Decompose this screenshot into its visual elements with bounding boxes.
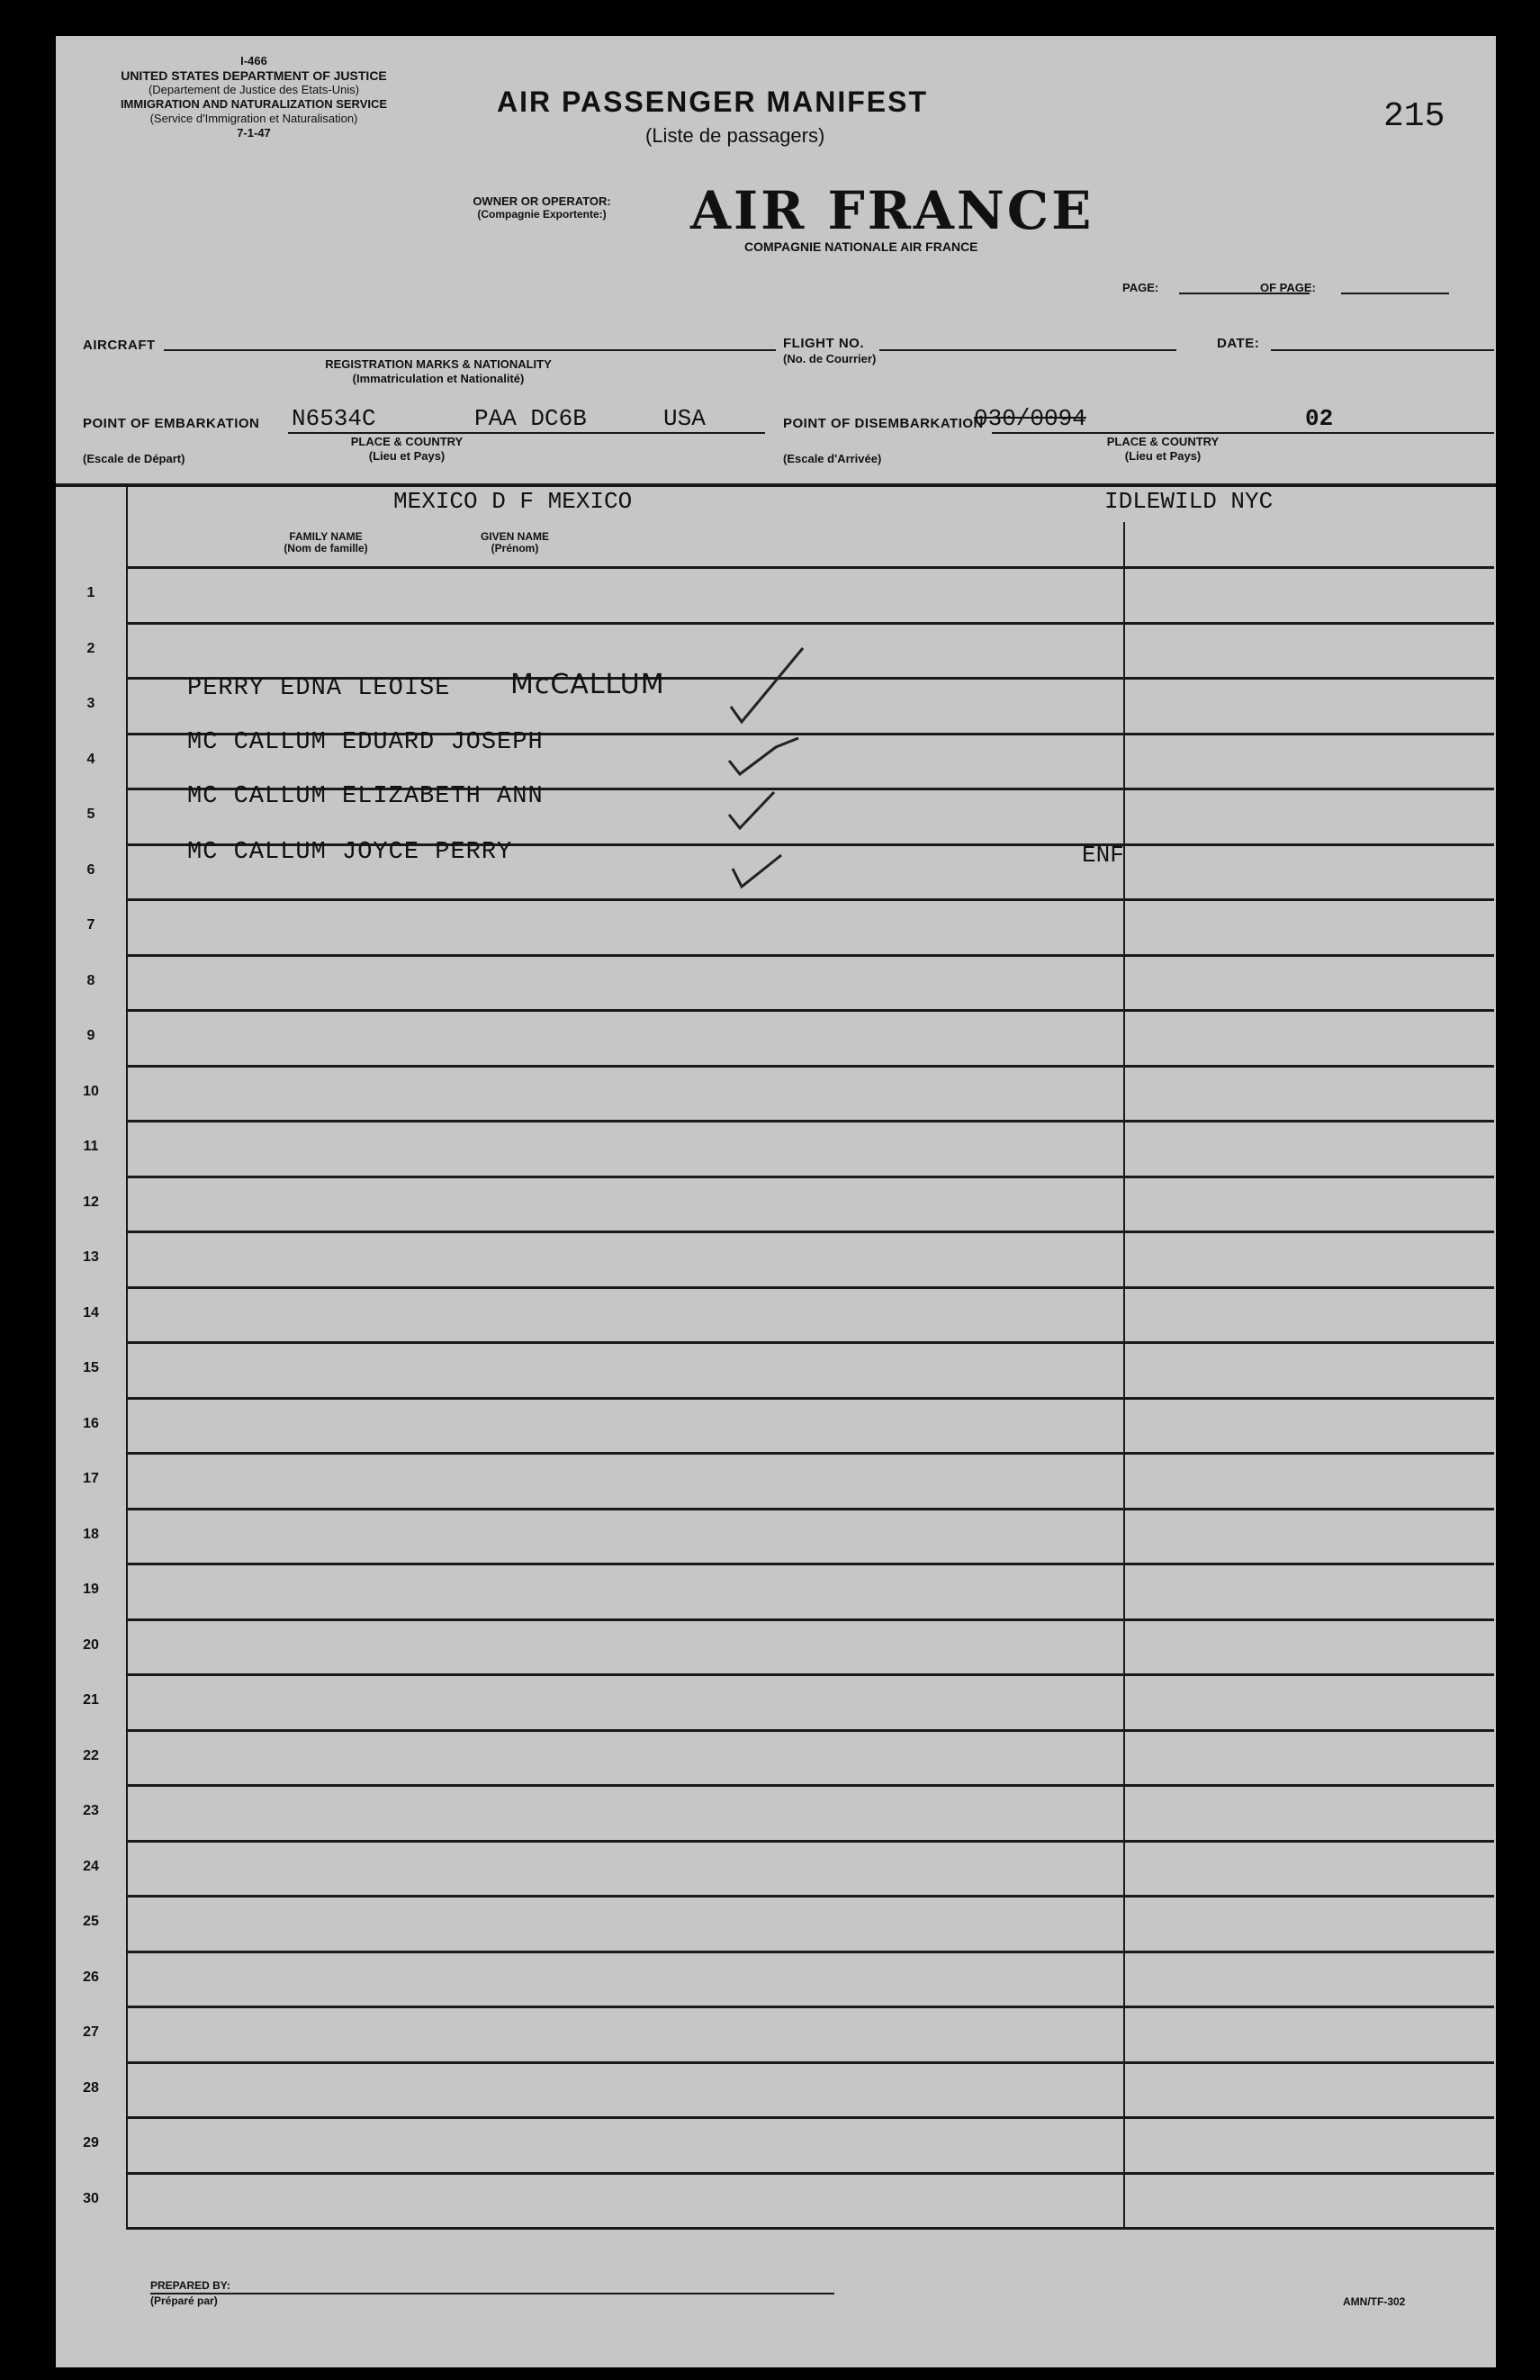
owner-label: OWNER OR OPERATOR: xyxy=(473,194,611,208)
passenger-name: MC CALLUM ELIZABETH ANN xyxy=(187,783,544,810)
flight-label-fr: (No. de Courrier) xyxy=(783,352,877,365)
row-number: 8 xyxy=(86,972,95,988)
row-number: 23 xyxy=(83,1803,99,1818)
prepared-line xyxy=(150,2293,834,2294)
owner-label-block xyxy=(434,194,650,221)
row-separator xyxy=(126,1673,1494,1676)
embark-place-block xyxy=(272,435,542,464)
form-code: AMN/TF-302 xyxy=(1343,2295,1406,2308)
passenger-name: PERRY EDNA LEOISE xyxy=(187,675,451,702)
check-mark-icon xyxy=(729,792,774,828)
row-separator xyxy=(126,1065,1494,1068)
embark-label-fr: (Escale de Départ) xyxy=(83,452,185,465)
row-number: 2 xyxy=(86,640,95,656)
department-block xyxy=(65,54,443,140)
row-number: 7 xyxy=(86,917,95,933)
manifest-title: AIR PASSENGER MANIFEST xyxy=(497,86,928,118)
flight-date: 02 xyxy=(1305,405,1334,432)
row-number: 18 xyxy=(83,1526,99,1542)
registration-label-fr: (Immatriculation et Nationalité) xyxy=(352,372,525,385)
row-separator xyxy=(126,1563,1494,1565)
page-number: 215 xyxy=(1383,97,1445,136)
family-name-header xyxy=(245,531,407,554)
row-number: 17 xyxy=(83,1471,99,1486)
disembark-place-block xyxy=(1046,435,1280,464)
registration-label: REGISTRATION MARKS & NATIONALITY xyxy=(325,357,552,371)
row-number: 11 xyxy=(83,1139,99,1154)
aircraft-type: PAA DC6B xyxy=(474,405,587,432)
row-number: 13 xyxy=(83,1249,99,1265)
row-separator xyxy=(126,1341,1494,1344)
row-separator xyxy=(126,1397,1494,1400)
disembark-line xyxy=(992,432,1494,434)
row-number: 9 xyxy=(86,1028,95,1043)
embark-line xyxy=(288,432,765,434)
flight-number: 030/0094 xyxy=(974,405,1086,432)
destination-divider xyxy=(1123,522,1125,2228)
embark-place-country-fr: (Lieu et Pays) xyxy=(368,449,446,463)
registration-label-block xyxy=(236,357,641,386)
row-separator xyxy=(126,2172,1494,2175)
aircraft-line xyxy=(164,349,776,351)
airline-name: AIR FRANCE xyxy=(690,180,1094,241)
row-separator xyxy=(126,1231,1494,1233)
row-separator xyxy=(126,1784,1494,1787)
row-number: 15 xyxy=(83,1360,99,1375)
row-number: 5 xyxy=(86,807,95,822)
date-label: DATE: xyxy=(1217,336,1260,351)
row-number: 1 xyxy=(86,585,95,600)
row-separator xyxy=(126,1618,1494,1621)
check-mark-icon xyxy=(733,855,781,887)
row-number: 3 xyxy=(86,696,95,711)
form-date: 7-1-47 xyxy=(237,126,271,140)
given-name-header xyxy=(452,531,578,554)
check-mark-icon xyxy=(731,648,803,722)
disembark-place-country-fr: (Lieu et Pays) xyxy=(1124,449,1202,463)
family-name-label: FAMILY NAME xyxy=(289,530,363,543)
of-page-label: OF PAGE: xyxy=(1260,281,1316,294)
dept-line-3: IMMIGRATION AND NATURALIZATION SERVICE xyxy=(120,97,388,111)
passenger-name: MC CALLUM EDUARD JOSEPH xyxy=(187,729,544,756)
row-separator xyxy=(126,1508,1494,1510)
date-line xyxy=(1271,349,1494,351)
row-number: 26 xyxy=(83,1969,99,1985)
airline-subtitle: COMPAGNIE NATIONALE AIR FRANCE xyxy=(744,239,978,254)
row-separator xyxy=(126,2227,1494,2230)
row-number: 14 xyxy=(83,1304,99,1321)
embark-place: MEXICO D F MEXICO xyxy=(393,488,633,515)
row-number: 16 xyxy=(83,1415,99,1431)
form-number: I-466 xyxy=(240,54,267,68)
row-separator xyxy=(126,2006,1494,2008)
of-page-line xyxy=(1341,293,1449,294)
row-number: 20 xyxy=(83,1636,99,1653)
flight-line xyxy=(879,349,1176,351)
manifest-subtitle: (Liste de passagers) xyxy=(645,124,825,147)
row-number-divider xyxy=(126,486,128,2228)
row-number: 27 xyxy=(83,2024,99,2040)
prepared-label: PREPARED BY: xyxy=(150,2279,230,2292)
page-label: PAGE: xyxy=(1122,281,1159,294)
disembark-label: POINT OF DISEMBARKATION xyxy=(783,416,984,431)
row-number: 21 xyxy=(83,1692,99,1708)
row-separator xyxy=(126,1895,1494,1898)
aircraft-label: AIRCRAFT xyxy=(83,338,156,353)
row-number: 25 xyxy=(83,1914,99,1929)
row-number: 30 xyxy=(83,2190,99,2206)
dept-line-4: (Service d'Immigration et Naturalisation) xyxy=(149,112,358,125)
disembark-label-fr: (Escale d'Arrivée) xyxy=(783,452,882,465)
owner-label-fr: (Compagnie Exportente:) xyxy=(477,208,607,221)
row-separator xyxy=(126,1120,1494,1122)
row-separator xyxy=(126,1951,1494,1953)
row-number: 6 xyxy=(86,861,95,878)
row-number: 24 xyxy=(83,1858,99,1874)
row-separator xyxy=(126,1729,1494,1732)
row-separator xyxy=(126,1176,1494,1178)
aircraft-registration: N6534C xyxy=(292,405,376,432)
row-separator xyxy=(126,1009,1494,1012)
row-number: 22 xyxy=(83,1747,99,1763)
dept-line-2: (Departement de Justice des Etats-Unis) xyxy=(148,83,360,96)
row-separator xyxy=(126,1452,1494,1455)
embark-label: POINT OF EMBARKATION xyxy=(83,416,260,431)
flight-label: FLIGHT NO. xyxy=(783,336,864,351)
passenger-name: MC CALLUM JOYCE PERRY xyxy=(187,839,513,866)
given-name-label-fr: (Prénom) xyxy=(491,542,539,554)
prepared-label-fr: (Préparé par) xyxy=(150,2294,218,2307)
row-separator xyxy=(126,954,1494,957)
disembark-place: IDLEWILD NYC xyxy=(1104,488,1274,515)
disembark-place-country: PLACE & COUNTRY xyxy=(1106,435,1220,448)
embark-place-country: PLACE & COUNTRY xyxy=(350,435,464,448)
passenger-note: ENF xyxy=(1082,842,1124,869)
row-number: 19 xyxy=(83,1582,99,1597)
row-number: 10 xyxy=(83,1083,99,1099)
row-number: 12 xyxy=(83,1194,99,1210)
check-mark-icon xyxy=(729,738,798,774)
row-separator xyxy=(126,1840,1494,1843)
aircraft-nationality: USA xyxy=(663,405,706,432)
dept-line-1: UNITED STATES DEPARTMENT OF JUSTICE xyxy=(121,68,387,83)
family-name-label-fr: (Nom de famille) xyxy=(284,542,368,554)
handwritten-annotation: McCALLUM xyxy=(510,669,665,700)
row-separator xyxy=(126,2116,1494,2119)
manifest-sheet xyxy=(56,36,1496,2367)
given-name-label: GIVEN NAME xyxy=(480,530,549,543)
row-number: 4 xyxy=(86,751,95,767)
row-separator xyxy=(126,566,1494,569)
row-number: 28 xyxy=(83,2079,99,2096)
table-top-border xyxy=(56,483,1496,487)
row-separator xyxy=(126,2061,1494,2064)
row-separator xyxy=(126,1286,1494,1289)
row-number: 29 xyxy=(83,2135,99,2150)
check-marks xyxy=(722,612,866,927)
